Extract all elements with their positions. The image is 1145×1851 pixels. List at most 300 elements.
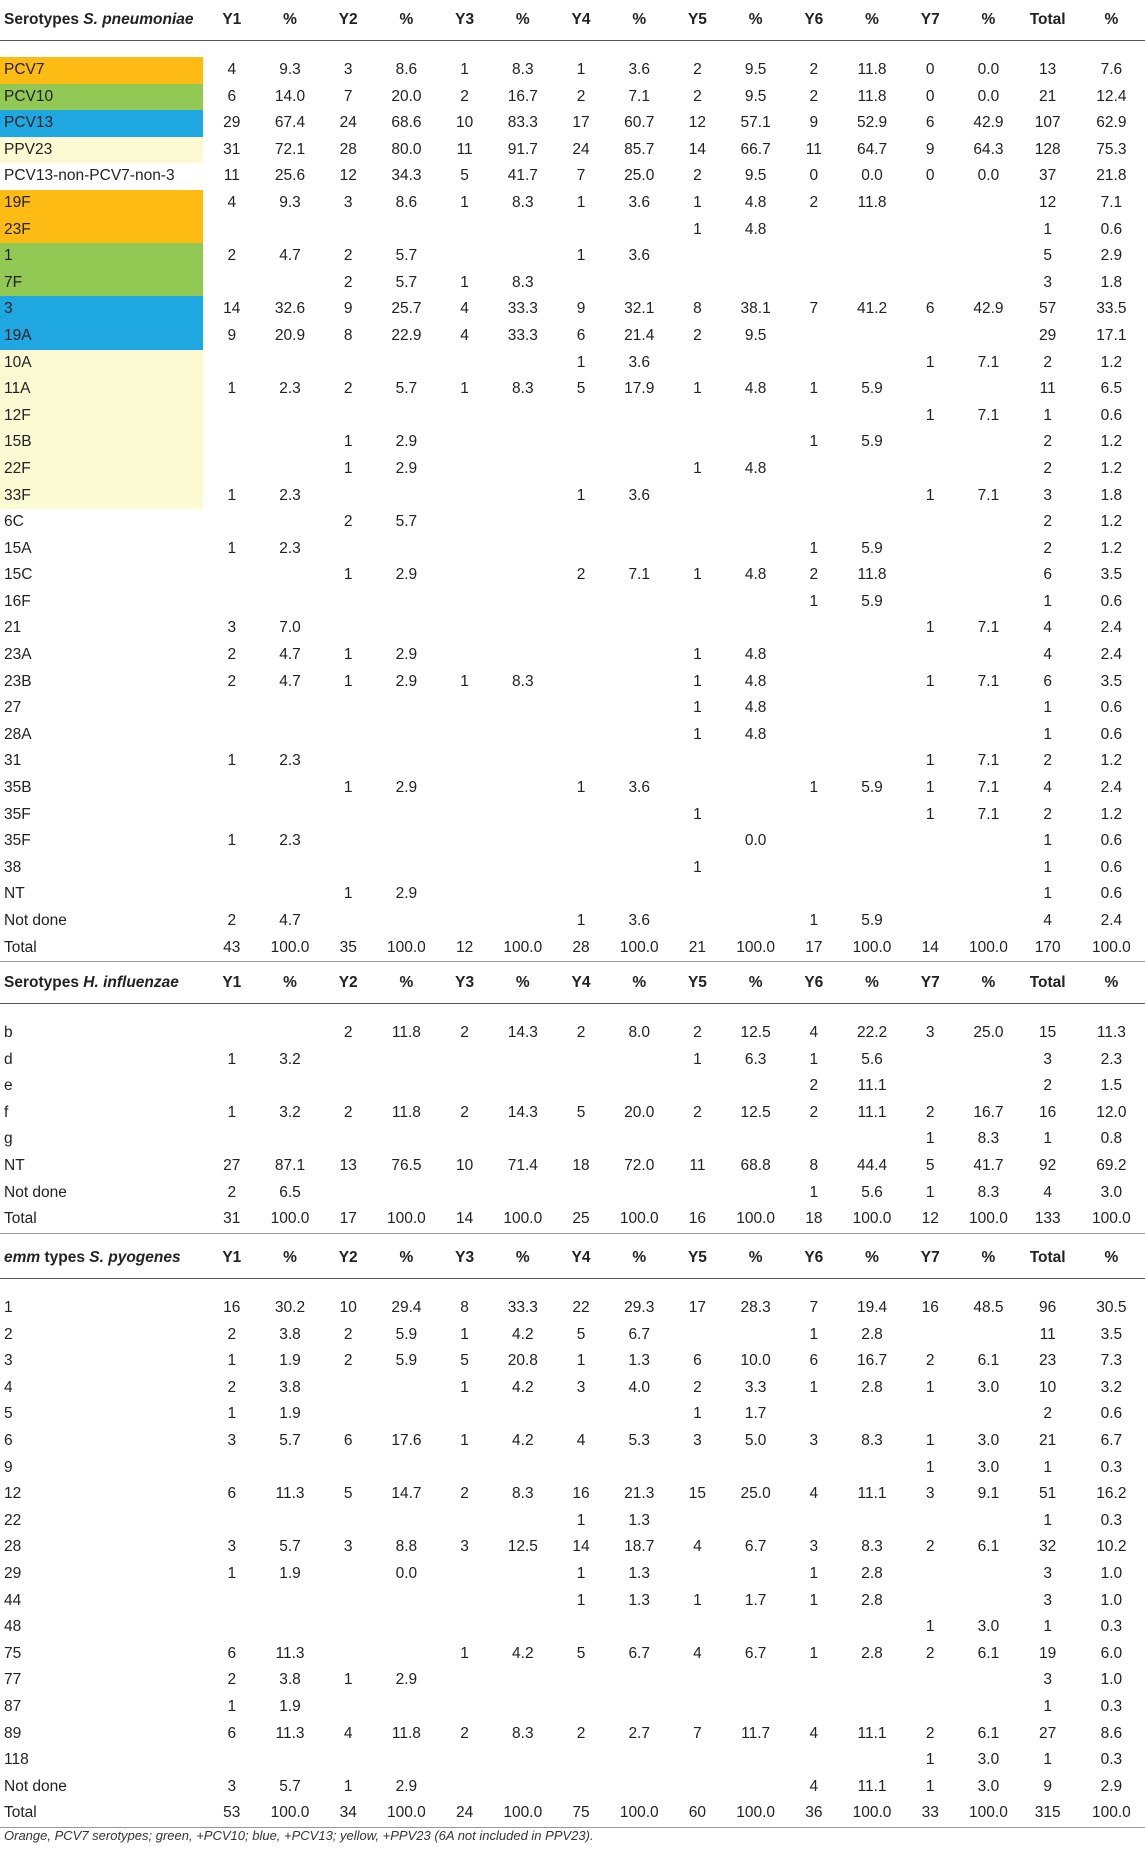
table-cell: 64.7: [856, 140, 888, 158]
table-cell: [901, 217, 959, 244]
table-cell: [203, 1614, 261, 1641]
table-cell: [668, 1073, 726, 1100]
table-cell: [668, 1322, 726, 1349]
table-cell: [261, 1508, 319, 1535]
table-row: [0, 1534, 1145, 1561]
table-row: [0, 615, 1145, 642]
table-cell: 100.0: [959, 1800, 1017, 1827]
table-cell: 8.3: [977, 1183, 1000, 1201]
table-cell: 100.0: [959, 1206, 1017, 1233]
table-cell: 25.0: [973, 1024, 1004, 1041]
table-cell: [610, 1073, 668, 1100]
table-cell: [959, 323, 1017, 350]
table-cell: 1: [925, 1431, 935, 1449]
table-cell: 3.6: [628, 486, 650, 504]
table-cell: [668, 483, 726, 510]
table-cell: 11.8: [391, 1024, 421, 1041]
column-header: %: [1078, 963, 1145, 1004]
table-cell: [494, 1588, 552, 1615]
table-cell: 28.3: [740, 1299, 771, 1316]
table-cell: 31: [203, 1206, 261, 1233]
table-cell: 2.9: [395, 672, 418, 690]
table-cell: 66.7: [740, 140, 771, 158]
table-cell: [843, 270, 901, 297]
table-cell: [727, 1508, 785, 1535]
table-cell: 3.0: [977, 1751, 1000, 1769]
table-cell: [610, 881, 668, 908]
table-cell: [319, 1180, 377, 1207]
column-header: %: [377, 1238, 435, 1279]
table-cell: 2: [693, 167, 702, 185]
table-cell: [668, 881, 726, 908]
row-label: b: [4, 1024, 13, 1041]
table-cell: 5.9: [861, 912, 883, 929]
table-cell: 11: [805, 140, 822, 158]
table-cell: 44.4: [856, 1156, 888, 1174]
table-row: [0, 1375, 1145, 1402]
table-cell: 4: [460, 326, 469, 344]
table-cell: 2: [227, 646, 237, 664]
table-cell: [785, 509, 843, 536]
header-prefix: Serotypes: [4, 974, 84, 991]
table-cell: [552, 1126, 610, 1153]
table-cell: 12: [688, 114, 707, 132]
row-label: 23F: [0, 217, 203, 244]
table-cell: [436, 1747, 494, 1774]
row-label: 4: [4, 1378, 13, 1396]
row-label: 87: [4, 1697, 22, 1715]
table-cell: [436, 802, 494, 829]
table-cell: [843, 802, 901, 829]
table-cell: [552, 1774, 610, 1801]
table-cell: 22.2: [856, 1024, 888, 1041]
table-cell: [377, 350, 435, 377]
table-cell: 60.7: [624, 114, 655, 132]
column-header: %: [494, 963, 552, 1004]
table-cell: 4.8: [744, 220, 767, 238]
table-cell: 25.6: [274, 167, 306, 185]
table-cell: 29: [1039, 326, 1057, 344]
table-cell: 11.1: [857, 1777, 887, 1795]
table-cell: 87.1: [274, 1156, 306, 1174]
table-cell: [261, 562, 319, 589]
table-cell: 3.5: [1100, 1325, 1123, 1343]
table-cell: [727, 589, 785, 616]
table-cell: 30.5: [1096, 1299, 1127, 1316]
table-cell: 0.8: [1100, 1130, 1123, 1148]
table-cell: 4: [1043, 646, 1052, 664]
table-cell: [959, 855, 1017, 882]
table-cell: [668, 775, 726, 802]
spacer-cell: [0, 41, 1145, 58]
table-cell: [843, 828, 901, 855]
table-cell: [319, 855, 377, 882]
table-cell: 1: [925, 1130, 935, 1148]
table-cell: [494, 1126, 552, 1153]
table-cell: [959, 1047, 1017, 1074]
table-cell: 1: [576, 353, 586, 371]
table-cell: [610, 1047, 668, 1074]
table-row: [0, 1047, 1145, 1074]
table-cell: 1: [576, 1352, 586, 1370]
table-cell: 16: [223, 1299, 241, 1316]
table-cell: [436, 456, 494, 483]
table-cell: [494, 456, 552, 483]
column-header: Y1: [203, 963, 261, 1004]
table-cell: 3: [925, 1024, 935, 1041]
table-cell: 17.9: [624, 380, 655, 398]
table-cell: [319, 1614, 377, 1641]
table-cell: 7: [809, 1299, 819, 1316]
table-cell: [959, 642, 1017, 669]
table-cell: [901, 323, 959, 350]
table-cell: 51: [1039, 1485, 1057, 1503]
table-cell: 69.2: [1096, 1156, 1127, 1174]
table-cell: [610, 1667, 668, 1694]
table-cell: 19.4: [856, 1299, 888, 1316]
table-cell: [552, 429, 610, 456]
table-cell: 5.7: [395, 380, 418, 398]
table-cell: [727, 270, 785, 297]
table-cell: 5: [576, 380, 586, 398]
table-cell: [377, 802, 435, 829]
table-cell: 100.0: [843, 935, 901, 962]
table-cell: [785, 722, 843, 749]
table-cell: [610, 615, 668, 642]
table-cell: 0.6: [1100, 725, 1123, 743]
table-cell: [203, 562, 261, 589]
table-row: [0, 429, 1145, 456]
table-cell: 2.9: [1100, 1777, 1123, 1795]
table-cell: [494, 722, 552, 749]
table-cell: 2: [809, 61, 819, 78]
table-cell: 6: [1043, 566, 1052, 584]
table-cell: [377, 483, 435, 510]
row-label: NT: [4, 1156, 25, 1174]
total-row: [0, 1206, 1145, 1233]
table-cell: 1: [227, 1050, 237, 1068]
table-cell: 11.8: [391, 1103, 421, 1121]
table-cell: 1: [809, 592, 819, 610]
table-cell: [436, 562, 494, 589]
table-cell: 2: [576, 566, 586, 584]
table-cell: 5.9: [861, 592, 883, 610]
table-cell: 1: [227, 1564, 237, 1582]
table-cell: 4: [809, 1777, 819, 1795]
table-cell: [843, 722, 901, 749]
table-row: [0, 1322, 1145, 1349]
table-cell: [959, 376, 1017, 403]
table-cell: 9.1: [977, 1485, 1000, 1503]
table-cell: [377, 1694, 435, 1721]
table-cell: [959, 828, 1017, 855]
table-cell: 1: [925, 1777, 935, 1795]
table-cell: 2: [809, 1077, 819, 1095]
table-cell: 5.9: [861, 539, 883, 557]
table-cell: 100.0: [727, 935, 785, 962]
table-cell: 12: [436, 935, 494, 962]
table-cell: 3.8: [279, 1671, 301, 1689]
table-cell: 11: [689, 1156, 706, 1174]
table-cell: 6.7: [628, 1325, 650, 1343]
table-cell: [552, 1073, 610, 1100]
column-header: %: [610, 0, 668, 41]
table-cell: 5.3: [628, 1431, 650, 1449]
table-cell: 315: [1018, 1800, 1078, 1827]
table-cell: [494, 1667, 552, 1694]
column-header: Y6: [785, 0, 843, 41]
table-cell: 11: [456, 140, 473, 158]
table-cell: [319, 1561, 377, 1588]
table-cell: [261, 403, 319, 430]
table-cell: 1: [925, 1618, 935, 1636]
table-cell: [959, 589, 1017, 616]
table-cell: 83.3: [507, 114, 538, 132]
table-cell: [494, 615, 552, 642]
table-cell: 7: [576, 167, 586, 185]
table-cell: [436, 881, 494, 908]
table-cell: [843, 1401, 901, 1428]
table-cell: 9: [809, 114, 819, 132]
table-cell: [494, 562, 552, 589]
table-cell: 1: [925, 406, 935, 424]
table-cell: 8.3: [512, 1485, 534, 1503]
table-cell: 9.5: [744, 167, 767, 185]
row-label: 1: [0, 243, 203, 270]
table-cell: 6: [227, 1485, 237, 1503]
table-cell: [785, 1401, 843, 1428]
table-cell: [436, 1073, 494, 1100]
table-cell: 14.3: [507, 1024, 538, 1041]
table-cell: 100.0: [610, 1206, 668, 1233]
table-cell: 9.3: [279, 193, 301, 211]
table-cell: 1.7: [744, 1405, 767, 1423]
table-cell: 33: [901, 1800, 959, 1827]
table-cell: [436, 1508, 494, 1535]
table-cell: [319, 748, 377, 775]
table-cell: 16: [668, 1206, 726, 1233]
table-cell: [959, 429, 1017, 456]
table-cell: 2.8: [861, 1644, 883, 1662]
table-cell: 14: [901, 935, 959, 962]
table-cell: 2: [1043, 752, 1052, 770]
table-cell: 1: [227, 486, 237, 504]
table-cell: [319, 589, 377, 616]
table-cell: 6: [925, 114, 935, 132]
table-cell: [901, 1588, 959, 1615]
table-cell: 57: [1039, 300, 1057, 318]
table-cell: 1: [227, 1103, 237, 1121]
table-cell: 10.2: [1096, 1538, 1127, 1556]
table-header-label: [0, 963, 203, 1004]
table-cell: [261, 1455, 319, 1482]
table-cell: 2: [227, 1325, 237, 1343]
table-cell: [959, 1401, 1017, 1428]
row-label: 28: [4, 1538, 22, 1556]
table-cell: [203, 802, 261, 829]
table-cell: [494, 1774, 552, 1801]
column-header: %: [727, 963, 785, 1004]
table-cell: 1.9: [279, 1564, 301, 1582]
table-row: [0, 350, 1145, 377]
table-cell: 5: [576, 1644, 586, 1662]
row-label: 77: [4, 1671, 22, 1689]
row-label: Not done: [4, 912, 67, 929]
table-cell: [901, 456, 959, 483]
table-cell: 14.3: [507, 1103, 538, 1121]
table-cell: 17: [785, 935, 843, 962]
table-cell: 1: [693, 725, 702, 743]
table-cell: [959, 695, 1017, 722]
table-cell: 1: [343, 1671, 353, 1689]
table-cell: [203, 509, 261, 536]
table-cell: 11.7: [741, 1724, 771, 1742]
column-header: Total: [1018, 1238, 1078, 1279]
header-row: [0, 0, 1145, 41]
table-cell: [261, 1588, 319, 1615]
table-row: [0, 1721, 1145, 1748]
table-cell: [959, 456, 1017, 483]
table-cell: [552, 669, 610, 696]
table-cell: [377, 855, 435, 882]
table-cell: 15: [1039, 1024, 1057, 1041]
table-cell: 100.0: [261, 935, 319, 962]
table-cell: 1: [576, 486, 586, 504]
column-header: Y2: [319, 1238, 377, 1279]
table-row: [0, 1774, 1145, 1801]
table-cell: 100.0: [261, 1206, 319, 1233]
table-cell: 3.2: [279, 1103, 301, 1121]
table-cell: 1.2: [1100, 805, 1123, 823]
table-cell: 0.3: [1100, 1458, 1123, 1476]
header-organism: H. influenzae: [83, 974, 179, 991]
table-cell: 8: [343, 326, 353, 344]
table-cell: 4: [1043, 1183, 1052, 1201]
table-cell: 33.5: [1096, 300, 1127, 318]
table-cell: 1: [1043, 592, 1052, 610]
row-label: 35F: [4, 832, 31, 850]
table-cell: 2: [460, 1724, 469, 1742]
row-label: Not done: [4, 1183, 67, 1201]
table-cell: [377, 828, 435, 855]
table-cell: 1.3: [628, 1352, 650, 1370]
table-row: [0, 1455, 1145, 1482]
table-cell: [901, 562, 959, 589]
table-cell: 1: [925, 353, 935, 371]
table-cell: [494, 243, 552, 270]
row-label: 16F: [4, 592, 31, 610]
row-label: PCV7: [0, 57, 203, 84]
table-cell: [377, 217, 435, 244]
table-cell: 2.4: [1100, 779, 1123, 797]
table-cell: 133: [1018, 1206, 1078, 1233]
table-cell: [203, 350, 261, 377]
table-cell: 1: [227, 1405, 237, 1423]
table-cell: 4: [809, 1485, 819, 1503]
table-cell: 3: [809, 1538, 819, 1556]
row-label: 35B: [4, 779, 32, 797]
table-cell: 14.7: [391, 1485, 422, 1503]
table-cell: [843, 1667, 901, 1694]
table-row: [0, 84, 1145, 111]
table-cell: [377, 1614, 435, 1641]
table-cell: 7.1: [977, 406, 1000, 424]
table-cell: 6: [693, 1352, 702, 1370]
row-label: 29: [4, 1564, 22, 1582]
table-cell: 29: [223, 114, 241, 132]
table-cell: [727, 855, 785, 882]
table-cell: 2: [925, 1724, 935, 1742]
table-cell: 4: [227, 61, 237, 78]
table-cell: [261, 1073, 319, 1100]
table-cell: 2: [227, 912, 237, 929]
table-cell: 1: [1043, 699, 1052, 717]
table-cell: [785, 323, 843, 350]
table-cell: 1.2: [1100, 539, 1123, 557]
row-label: 118: [4, 1751, 29, 1769]
column-header: Y5: [668, 963, 726, 1004]
table-cell: [785, 642, 843, 669]
table-cell: 4.8: [744, 193, 767, 211]
table-cell: [727, 1614, 785, 1641]
table-cell: 1: [693, 699, 702, 717]
table-cell: [203, 1588, 261, 1615]
table-cell: 9.5: [744, 326, 767, 344]
table-cell: 5.7: [395, 247, 418, 265]
row-label: 15C: [4, 566, 33, 584]
table-cell: [843, 642, 901, 669]
table-cell: 2: [460, 1024, 469, 1041]
table-cell: 8.6: [395, 193, 418, 211]
column-header: %: [494, 0, 552, 41]
table-cell: 5.9: [395, 1352, 418, 1370]
table-cell: 8.3: [512, 61, 534, 78]
table-cell: 0.3: [1100, 1511, 1123, 1529]
table-cell: 15: [688, 1485, 707, 1503]
table-cell: 43: [203, 935, 261, 962]
table-cell: 0.6: [1100, 406, 1123, 424]
table-cell: [727, 1747, 785, 1774]
table-cell: 7: [343, 87, 353, 105]
table-cell: 1.8: [1100, 486, 1123, 504]
row-label: 27: [4, 699, 22, 717]
table-cell: 1: [809, 779, 819, 797]
table-cell: [610, 695, 668, 722]
table-cell: 1: [809, 1564, 819, 1582]
table-cell: 170: [1018, 935, 1078, 962]
table-cell: 1: [1043, 1618, 1052, 1636]
table-cell: 12: [901, 1206, 959, 1233]
row-label: NT: [4, 885, 25, 903]
table-cell: 1: [1043, 725, 1052, 743]
table-cell: [261, 429, 319, 456]
table-cell: [261, 1614, 319, 1641]
column-header: %: [843, 963, 901, 1004]
table-cell: 17: [572, 114, 590, 132]
table-cell: 1: [460, 1325, 469, 1343]
column-header: %: [377, 963, 435, 1004]
table-cell: [552, 1614, 610, 1641]
table-cell: [959, 270, 1017, 297]
table-cell: 9: [1043, 1777, 1052, 1795]
table-cell: [436, 1774, 494, 1801]
table-cell: 100.0: [959, 935, 1017, 962]
table-cell: 6.1: [977, 1538, 1000, 1556]
table-cell: 1: [576, 1564, 586, 1582]
spacer-row: [0, 41, 1145, 58]
table-cell: 6: [576, 326, 586, 344]
header-prefix: Serotypes: [4, 11, 84, 28]
